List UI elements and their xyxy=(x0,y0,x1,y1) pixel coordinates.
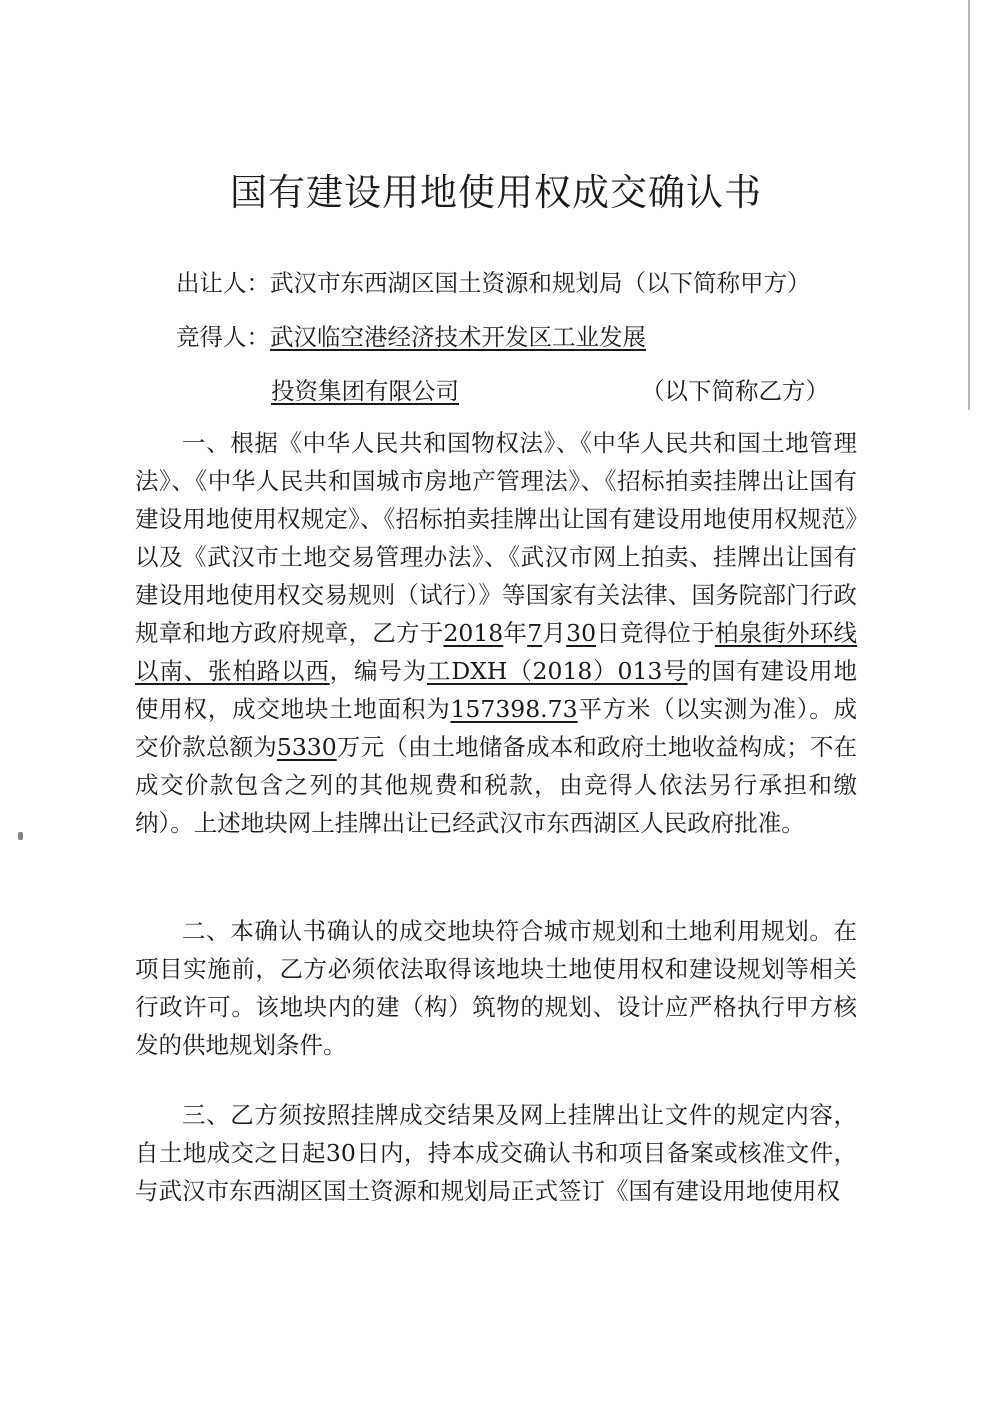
deal-month: 7 xyxy=(527,619,543,647)
clause-3 xyxy=(135,1096,857,1210)
grantor-label: 出让人： xyxy=(176,269,270,297)
clause-1-part2: ，编号为 xyxy=(329,657,427,685)
month-unit: 月 xyxy=(542,619,567,647)
deal-price: 5330 xyxy=(276,733,337,761)
clause-1-part4: 平方米（以实测为准）。成交价款总额为 xyxy=(135,695,858,761)
clause-3-text: 三、乙方须按照挂牌成交结果及网上挂牌出让文件的规定内容，自土地成交之日起30日内，持本成交确认书和项目备案或核准文件，与武汉市东西湖区国土资源和规划局正式签订《国有建设用地使用权 xyxy=(135,1101,857,1205)
clause-1-part5: 万元（由土地储备成本和政府土地收益构成；不在成交价款包含之列的其他规费和税款，由竞得人依法另行承担和缴纳）。上述地块网上挂牌出让已经武汉市东西湖区人民政府批准。 xyxy=(135,733,858,837)
clause-2-text: 二、本确认书确认的成交地块符合城市规划和土地利用规划。在项目实施前，乙方必须依法取得该地块土地使用权和建设规划等相关行政许可。该地块内的建（构）筑物的规划、设计应严格执行甲方核发的供地规划条件。 xyxy=(135,917,857,1059)
clause-2 xyxy=(135,912,857,1064)
clause-1 xyxy=(135,424,857,842)
clause-1-part1: 一、根据《中华人民共和国物权法》、《中华人民共和国土地管理法》、《中华人民共和国城市房地产管理法》、《招标拍卖挂牌出让国有建设用地使用权规定》、《招标拍卖挂牌出让国有建设用地使用权规范》以及《武汉市土地交易管理办法》、《武汉市网上拍卖、挂牌出让国有建设用地使用权交易规则（试行）》等国家有关法律、国务院部门行政规章和地方政府规章，乙方于 xyxy=(135,429,857,647)
day-unit: 日竞得位于 xyxy=(596,619,715,647)
clause-1-text xyxy=(135,424,857,842)
bidder-name-line1: 武汉临空港经济技术开发区工业发展 xyxy=(270,323,646,351)
clause-1-part3: 的国有建设用地使用权，成交地块土地面积为 xyxy=(135,657,858,723)
parcel-location: 柏泉街外环线以南、张柏路以西 xyxy=(135,619,858,685)
deal-day: 30 xyxy=(566,619,597,647)
deal-year: 2018 xyxy=(443,619,504,647)
scan-edge-mark xyxy=(968,0,970,410)
grantor-line xyxy=(176,264,811,298)
bidder-suffix: （以下简称乙方） xyxy=(641,377,829,405)
bidder-name-line2: 投资集团有限公司 xyxy=(271,377,459,405)
bidder-line xyxy=(176,318,646,352)
document-title: 国有建设用地使用权成交确认书 xyxy=(230,171,762,214)
year-unit: 年 xyxy=(503,619,528,647)
parcel-area: 157398.73 xyxy=(450,695,578,723)
grantor-value: 武汉市东西湖区国土资源和规划局（以下简称甲方） xyxy=(270,269,811,297)
bidder-label: 竞得人： xyxy=(176,323,270,351)
bidder-line2 xyxy=(271,372,829,406)
parcel-number: 工DXH（2018）013号 xyxy=(426,657,688,685)
scan-speck xyxy=(18,832,23,840)
